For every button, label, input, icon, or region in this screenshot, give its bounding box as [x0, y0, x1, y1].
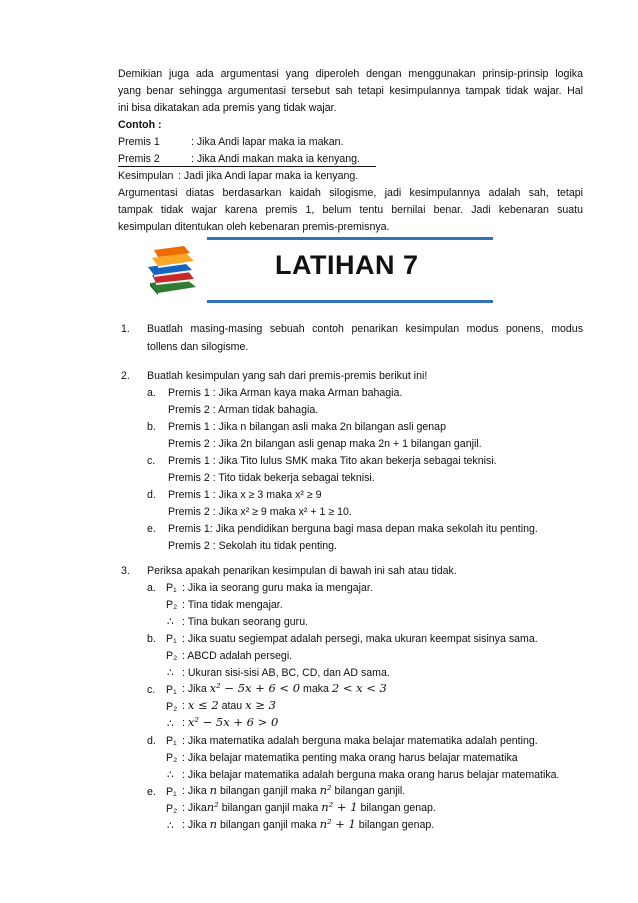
- q2b-letter: b.: [147, 421, 156, 433]
- q3d-conclusion: : Jika belajar matematika adalah berguna maka orang harus belajar matematika.: [182, 769, 560, 781]
- q3b-conclusion: : Ukuran sisi-sisi AB, BC, CD, dan AD sama.: [182, 667, 390, 679]
- q3a-conclusion: : Tina bukan seorang guru.: [182, 616, 309, 628]
- q3b-p2: : ABCD adalah persegi.: [182, 650, 293, 662]
- therefore-icon: ∴: [167, 667, 174, 679]
- q2d-letter: d.: [147, 489, 156, 501]
- therefore-icon: ∴: [167, 769, 174, 781]
- header-rule-top: [207, 237, 493, 240]
- q3a-p2: : Tina tidak mengajar.: [182, 599, 283, 611]
- contoh-label: Contoh :: [118, 119, 162, 131]
- q2b-premis-1: Premis 1 : Jika n bilangan asli maka 2n bilangan asli genap: [168, 421, 446, 433]
- q3d-p1: : Jika matematika adalah berguna maka belajar matematika adalah penting.: [182, 735, 538, 747]
- q1-line-2: tollens dan silogisme.: [147, 341, 249, 353]
- para2-line-1: Argumentasi diatas berdasarkan kaidah silogisme, jadi kesimpulannya adalah sah, tetapi: [118, 187, 583, 199]
- q3c-p2-label: P₂: [166, 701, 178, 713]
- q3c-p1-label: P₁: [166, 684, 177, 696]
- q3d-letter: d.: [147, 735, 156, 747]
- q2c-premis-2: Premis 2 : Tito tidak bekerja sebagai teknisi.: [168, 472, 375, 484]
- q2b-premis-2: Premis 2 : Jika 2n bilangan asli genap maka 2n + 1 bilangan ganjil.: [168, 438, 482, 450]
- q3b-p1: : Jika suatu segiempat adalah persegi, maka ukuran keempat sisinya sama.: [182, 633, 538, 645]
- q3e-letter: e.: [147, 786, 156, 798]
- q2e-letter: e.: [147, 523, 156, 535]
- intro-line-1: Demikian juga ada argumentasi yang diperoleh dengan menggunakan prinsip-prinsip logika: [118, 68, 583, 80]
- q3e-p1: : Jika n bilangan ganjil maka n² bilangan ganjil.: [182, 783, 406, 797]
- intro-line-3: ini bisa dikatakan ada premis yang tidak wajar.: [118, 102, 337, 114]
- q3a-p2-label: P₂: [166, 599, 178, 611]
- q3c-letter: c.: [147, 684, 156, 696]
- q1-number: 1.: [121, 323, 130, 335]
- q3e-conclusion: : Jika n bilangan ganjil maka n² + 1 bilangan genap.: [182, 817, 435, 831]
- intro-line-2: yang benar sehingga argumentasi tersebut sah tetapi kesimpulannya tampak tidak wajar. Hal: [118, 85, 583, 97]
- premis-2-label: Premis 2: [118, 153, 160, 165]
- q3c-p1: : Jika x² − 5x + 6 < 0 maka 2 < x < 3: [182, 681, 387, 695]
- header-rule-bottom: [207, 300, 493, 303]
- q2c-premis-1: Premis 1 : Jika Tito lulus SMK maka Tito akan bekerja sebagai teknisi.: [168, 455, 497, 467]
- para2-line-3: kesimpulan ditentukan oleh kebenaran premis-premisnya.: [118, 221, 390, 233]
- q2-stem: Buatlah kesimpulan yang sah dari premis-premis berikut ini!: [147, 370, 428, 382]
- q3e-p2-label: P₂: [166, 803, 178, 815]
- q2e-premis-1: Premis 1: Jika pendidikan berguna bagi masa depan maka sekolah itu penting.: [168, 523, 538, 535]
- therefore-icon: ∴: [167, 820, 174, 832]
- q3b-p2-label: P₂: [166, 650, 178, 662]
- q3a-p1-label: P₁: [166, 582, 177, 594]
- premis-2-text: : Jika Andi makan maka ia kenyang.: [191, 153, 361, 165]
- q3c-p2: : x ≤ 2 atau x ≥ 3: [182, 698, 276, 712]
- q3-number: 3.: [121, 565, 130, 577]
- q3b-letter: b.: [147, 633, 156, 645]
- q2a-premis-1: Premis 1 : Jika Arman kaya maka Arman bahagia.: [168, 387, 403, 399]
- premis-1-label: Premis 1: [118, 136, 160, 148]
- q2d-premis-2: Premis 2 : Jika x² ≥ 9 maka x² + 1 ≥ 10.: [168, 506, 352, 518]
- kesimpulan-text: : Jadi jika Andi lapar maka ia kenyang.: [178, 170, 359, 182]
- q3d-p2: : Jika belajar matematika penting maka orang harus belajar matematika: [182, 752, 518, 764]
- conclusion-divider: [118, 166, 376, 167]
- q2e-premis-2: Premis 2 : Sekolah itu tidak penting.: [168, 540, 338, 552]
- q3d-p1-label: P₁: [166, 735, 177, 747]
- therefore-icon: ∴: [167, 718, 174, 730]
- kesimpulan-label: Kesimpulan: [118, 170, 174, 182]
- q3e-p1-label: P₁: [166, 786, 177, 798]
- q3e-p2: : Jikan² bilangan ganjil maka n² + 1 bilangan genap.: [182, 800, 436, 814]
- latihan-title: LATIHAN 7: [275, 250, 419, 280]
- books-icon: [144, 245, 200, 295]
- q3c-conclusion: : x² − 5x + 6 > 0: [182, 715, 279, 729]
- q2c-letter: c.: [147, 455, 156, 467]
- q3d-p2-label: P₂: [166, 752, 178, 764]
- q1-line-1: Buatlah masing-masing sebuah contoh penarikan kesimpulan modus ponens, modus: [147, 323, 583, 335]
- q2a-premis-2: Premis 2 : Arman tidak bahagia.: [168, 404, 319, 416]
- premis-1-text: : Jika Andi lapar maka ia makan.: [191, 136, 344, 148]
- para2-line-2: tampak tidak wajar karena premis 1, belum tentu bernilai benar. Jadi kebenaran suatu: [118, 204, 583, 216]
- q3a-p1: : Jika ia seorang guru maka ia mengajar.: [182, 582, 373, 594]
- q2a-letter: a.: [147, 387, 156, 399]
- q3b-p1-label: P₁: [166, 633, 177, 645]
- q3-stem: Periksa apakah penarikan kesimpulan di bawah ini sah atau tidak.: [147, 565, 457, 577]
- therefore-icon: ∴: [167, 616, 174, 628]
- q3a-letter: a.: [147, 582, 156, 594]
- q2-number: 2.: [121, 370, 130, 382]
- q2d-premis-1: Premis 1 : Jika x ≥ 3 maka x² ≥ 9: [168, 489, 322, 501]
